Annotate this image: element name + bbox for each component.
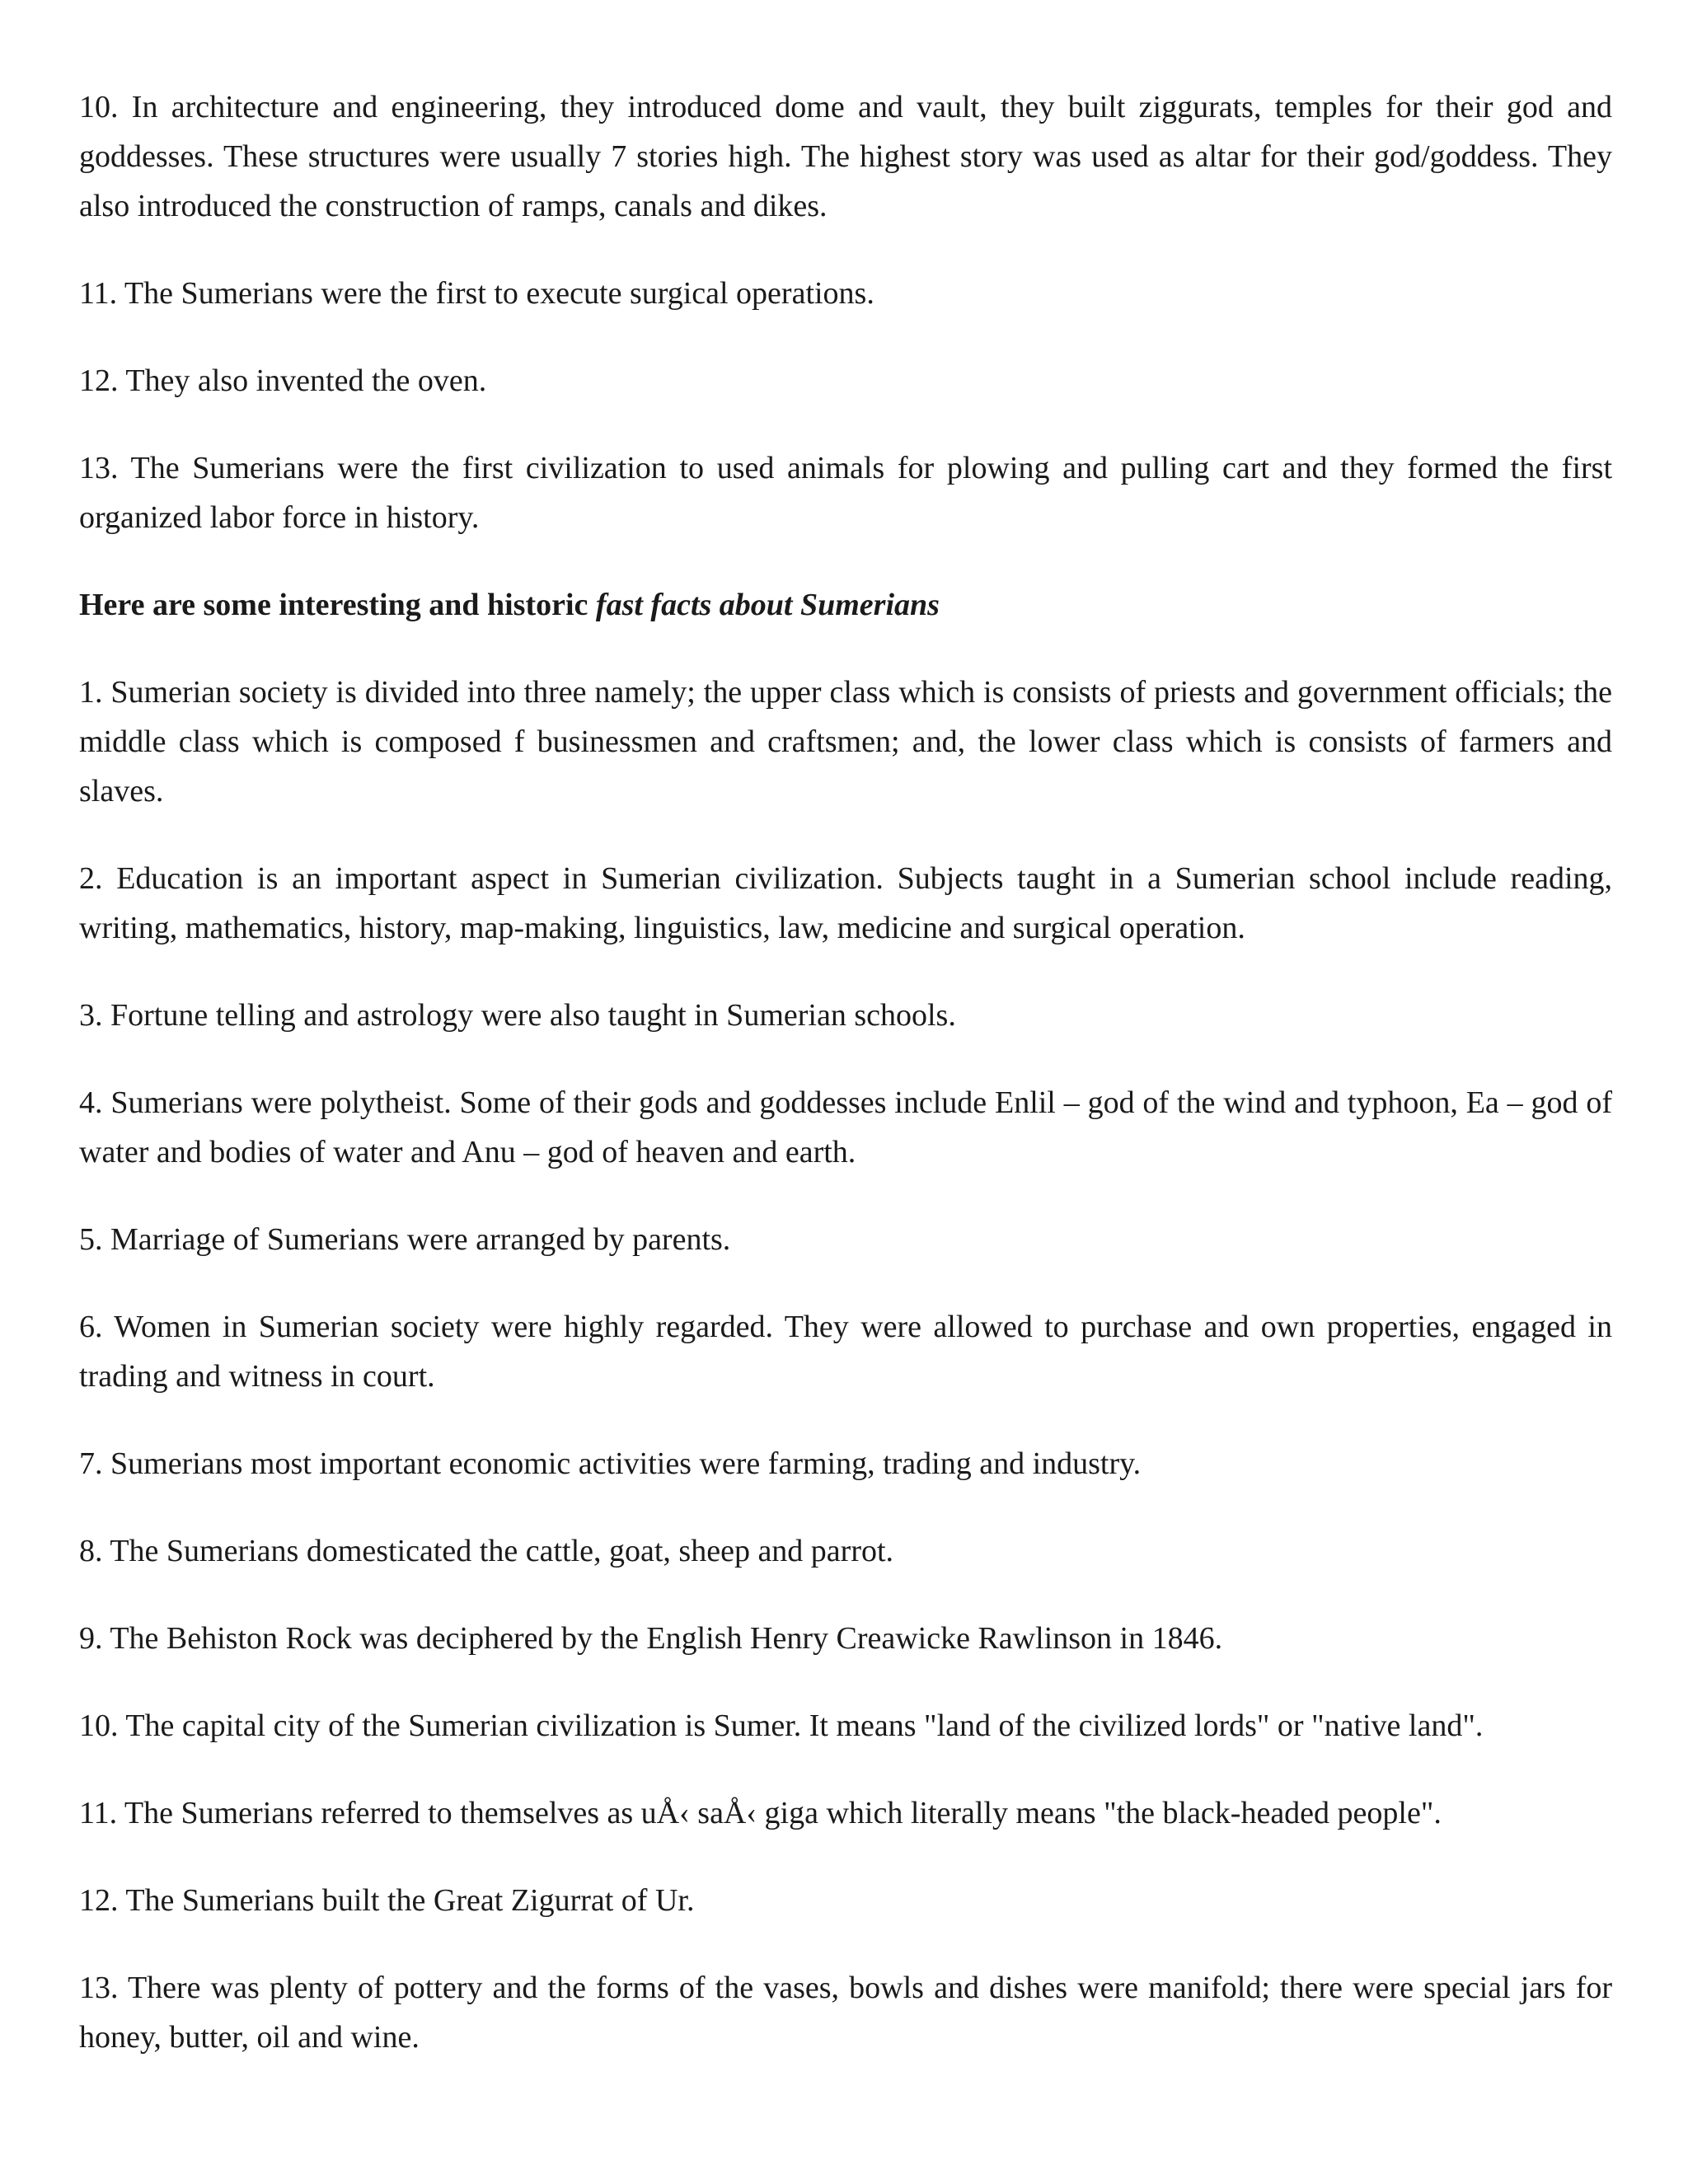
fact-item: 3. Fortune telling and astrology were also taught in Sumerian schools. <box>79 998 956 1033</box>
fact-item: 5. Marriage of Sumerians were arranged by parents. <box>79 1222 731 1257</box>
fact-item: 7. Sumerians most important economic activities were farming, trading and industry. <box>79 1446 1142 1481</box>
fact-item: 1. Sumerian society is divided into three namely; the upper class which is consists of priests and government officials; the middle class which is composed f businessmen and craftsmen; and, the lower class which is consists of farmers and slaves. <box>79 675 1612 808</box>
paragraph-surgical-operations: 11. The Sumerians were the first to execute surgical operations. <box>79 276 874 311</box>
fact-item: 10. The capital city of the Sumerian civilization is Sumer. It means "land of the civilized lords" or "native land". <box>79 1708 1484 1743</box>
fact-item: 6. Women in Sumerian society were highly regarded. They were allowed to purchase and own properties, engaged in trading and witness in court. <box>79 1310 1612 1394</box>
heading-bold-text: Here are some interesting and historic <box>79 588 596 622</box>
fact-item: 2. Education is an important aspect in Sumerian civilization. Subjects taught in a Sumerian school include reading, writing, mathematics, history, map-making, linguistics, law, medicine and surgical operation. <box>79 861 1612 945</box>
paragraph-oven: 12. They also invented the oven. <box>79 363 487 398</box>
section-heading <box>79 580 1612 630</box>
fact-item: 12. The Sumerians built the Great Zigurrat of Ur. <box>79 1883 695 1918</box>
paragraph-architecture: 10. In architecture and engineering, they introduced dome and vault, they built ziggurats, temples for their god and goddesses. These structures were usually 7 stories high. The highest story was used as altar for their god/goddess. They also introduced the construction of ramps, canals and dikes. <box>79 90 1612 223</box>
fact-item: 8. The Sumerians domesticated the cattle, goat, sheep and parrot. <box>79 1534 894 1568</box>
fact-item: 13. There was plenty of pottery and the forms of the vases, bowls and dishes were manifold; there were special jars for honey, butter, oil and wine. <box>79 1971 1612 2055</box>
heading-italic-text: fast facts about Sumerians <box>595 588 940 622</box>
fact-item: 4. Sumerians were polytheist. Some of their gods and goddesses include Enlil – god of the wind and typhoon, Ea – god of water and bodies of water and Anu – god of heaven and earth. <box>79 1085 1612 1169</box>
fact-item: 9. The Behiston Rock was deciphered by the English Henry Creawicke Rawlinson in 1846. <box>79 1621 1223 1656</box>
paragraph-animals-labor: 13. The Sumerians were the first civilization to used animals for plowing and pulling cart and they formed the first organized labor force in history. <box>79 451 1612 535</box>
fact-item: 11. The Sumerians referred to themselves as uÅ‹ saÅ‹ giga which literally means "the black-headed people". <box>79 1796 1442 1830</box>
document-page <box>79 82 1612 2100</box>
